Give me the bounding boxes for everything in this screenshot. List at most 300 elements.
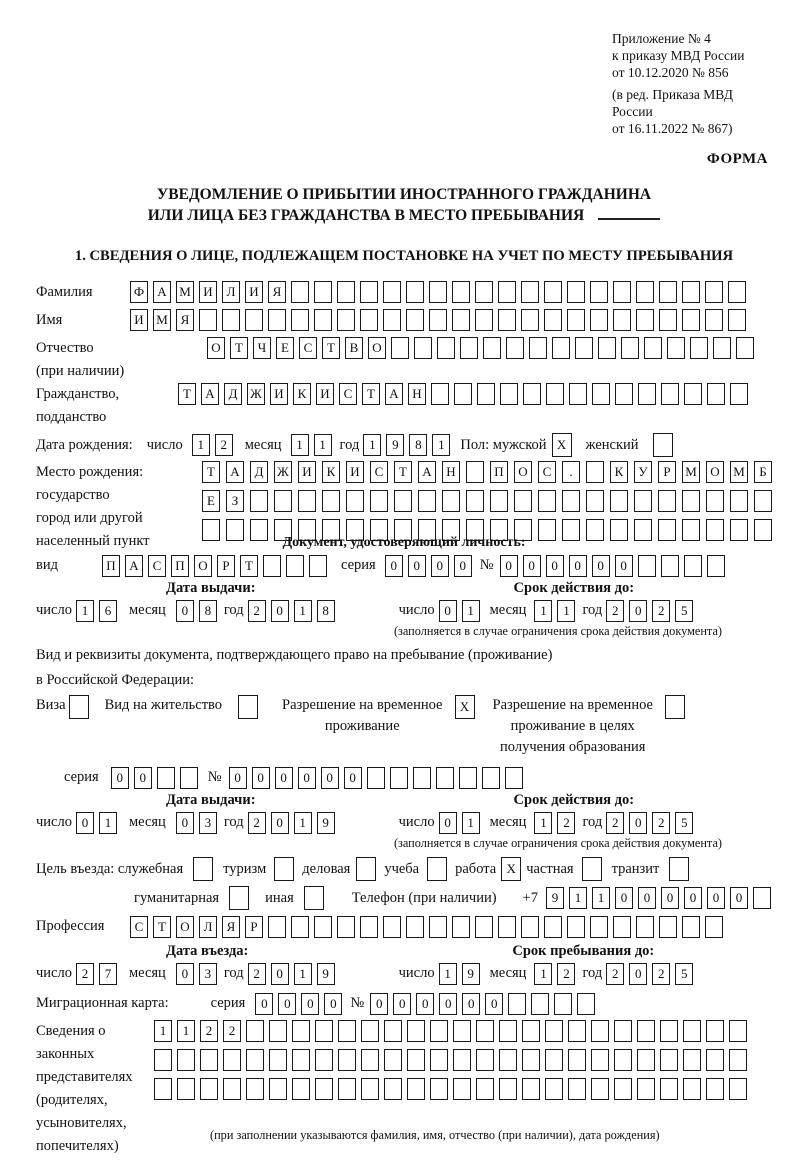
char-cell[interactable]: [682, 916, 700, 938]
char-cell[interactable]: 1: [294, 600, 312, 622]
char-cell[interactable]: [653, 433, 673, 457]
char-cell[interactable]: [667, 337, 685, 359]
char-cell[interactable]: [431, 383, 449, 405]
char-cell[interactable]: [754, 519, 772, 541]
char-cell[interactable]: [730, 519, 748, 541]
char-cell[interactable]: [384, 1078, 402, 1100]
char-cell[interactable]: [384, 1049, 402, 1071]
char-cell[interactable]: 1: [294, 963, 312, 985]
char-cell[interactable]: [269, 1020, 287, 1042]
char-cell[interactable]: [613, 309, 631, 331]
char-cell[interactable]: [669, 857, 689, 881]
char-cell[interactable]: [298, 490, 316, 512]
char-cell[interactable]: [454, 383, 472, 405]
char-cell[interactable]: 0: [707, 887, 725, 909]
char-cell[interactable]: [638, 383, 656, 405]
char-cell[interactable]: [453, 1049, 471, 1071]
char-cell[interactable]: [707, 383, 725, 405]
char-cell[interactable]: [713, 337, 731, 359]
char-cell[interactable]: 0: [176, 600, 194, 622]
char-cell[interactable]: И: [298, 461, 316, 483]
char-cell[interactable]: [683, 1049, 701, 1071]
char-cell[interactable]: Н: [408, 383, 426, 405]
char-cell[interactable]: [575, 337, 593, 359]
char-cell[interactable]: [477, 383, 495, 405]
char-cell[interactable]: [753, 887, 771, 909]
char-cell[interactable]: [200, 1049, 218, 1071]
char-cell[interactable]: [499, 1049, 517, 1071]
char-cell[interactable]: [177, 1078, 195, 1100]
char-cell[interactable]: [706, 1078, 724, 1100]
char-cell[interactable]: [466, 490, 484, 512]
char-cell[interactable]: [498, 916, 516, 938]
char-cell[interactable]: О: [207, 337, 225, 359]
char-cell[interactable]: [361, 1020, 379, 1042]
char-cell[interactable]: 8: [199, 600, 217, 622]
char-cell[interactable]: [637, 1078, 655, 1100]
char-cell[interactable]: М: [730, 461, 748, 483]
char-cell[interactable]: [274, 857, 294, 881]
char-cell[interactable]: [506, 337, 524, 359]
char-cell[interactable]: [569, 383, 587, 405]
char-cell[interactable]: [429, 916, 447, 938]
char-cell[interactable]: 0: [298, 767, 316, 789]
char-cell[interactable]: [459, 767, 477, 789]
char-cell[interactable]: [269, 1078, 287, 1100]
char-cell[interactable]: 0: [416, 993, 434, 1015]
char-cell[interactable]: 0: [546, 555, 564, 577]
char-cell[interactable]: 1: [534, 600, 552, 622]
char-cell[interactable]: [634, 519, 652, 541]
char-cell[interactable]: [154, 1078, 172, 1100]
char-cell[interactable]: [437, 337, 455, 359]
char-cell[interactable]: 0: [661, 887, 679, 909]
char-cell[interactable]: [476, 1049, 494, 1071]
char-cell[interactable]: [658, 490, 676, 512]
char-cell[interactable]: [407, 1020, 425, 1042]
char-cell[interactable]: [360, 916, 378, 938]
char-cell[interactable]: [292, 1078, 310, 1100]
char-cell[interactable]: [322, 490, 340, 512]
char-cell[interactable]: С: [299, 337, 317, 359]
char-cell[interactable]: [390, 767, 408, 789]
char-cell[interactable]: [154, 1049, 172, 1071]
char-cell[interactable]: 1: [177, 1020, 195, 1042]
char-cell[interactable]: [728, 281, 746, 303]
char-cell[interactable]: А: [201, 383, 219, 405]
char-cell[interactable]: [614, 1020, 632, 1042]
char-cell[interactable]: [370, 490, 388, 512]
char-cell[interactable]: 2: [223, 1020, 241, 1042]
char-cell[interactable]: [562, 519, 580, 541]
char-cell[interactable]: 0: [275, 767, 293, 789]
char-cell[interactable]: [383, 916, 401, 938]
char-cell[interactable]: 1: [192, 434, 210, 456]
char-cell[interactable]: [590, 916, 608, 938]
char-cell[interactable]: [690, 337, 708, 359]
char-cell[interactable]: 0: [523, 555, 541, 577]
char-cell[interactable]: [452, 916, 470, 938]
char-cell[interactable]: [250, 519, 268, 541]
char-cell[interactable]: [610, 490, 628, 512]
char-cell[interactable]: 1: [592, 887, 610, 909]
char-cell[interactable]: 0: [301, 993, 319, 1015]
char-cell[interactable]: [337, 916, 355, 938]
char-cell[interactable]: [157, 767, 175, 789]
char-cell[interactable]: [538, 519, 556, 541]
char-cell[interactable]: [200, 1078, 218, 1100]
char-cell[interactable]: [567, 309, 585, 331]
char-cell[interactable]: [223, 1078, 241, 1100]
char-cell[interactable]: И: [199, 281, 217, 303]
char-cell[interactable]: 0: [229, 767, 247, 789]
char-cell[interactable]: [568, 1020, 586, 1042]
char-cell[interactable]: [292, 1020, 310, 1042]
char-cell[interactable]: 0: [485, 993, 503, 1015]
char-cell[interactable]: 0: [638, 887, 656, 909]
char-cell[interactable]: [406, 281, 424, 303]
char-cell[interactable]: [407, 1078, 425, 1100]
char-cell[interactable]: [545, 1049, 563, 1071]
char-cell[interactable]: [544, 309, 562, 331]
char-cell[interactable]: 2: [652, 963, 670, 985]
char-cell[interactable]: [475, 916, 493, 938]
char-cell[interactable]: [500, 383, 518, 405]
char-cell[interactable]: С: [339, 383, 357, 405]
char-cell[interactable]: 0: [439, 812, 457, 834]
char-cell[interactable]: 2: [248, 812, 266, 834]
char-cell[interactable]: Р: [217, 555, 235, 577]
char-cell[interactable]: [660, 1078, 678, 1100]
char-cell[interactable]: [706, 490, 724, 512]
char-cell[interactable]: [660, 1020, 678, 1042]
char-cell[interactable]: [586, 461, 604, 483]
char-cell[interactable]: О: [514, 461, 532, 483]
char-cell[interactable]: 0: [615, 887, 633, 909]
char-cell[interactable]: И: [316, 383, 334, 405]
char-cell[interactable]: [292, 1049, 310, 1071]
char-cell[interactable]: 0: [344, 767, 362, 789]
char-cell[interactable]: 0: [393, 993, 411, 1015]
char-cell[interactable]: 0: [629, 963, 647, 985]
char-cell[interactable]: [394, 490, 412, 512]
char-cell[interactable]: [337, 281, 355, 303]
char-cell[interactable]: [475, 309, 493, 331]
char-cell[interactable]: [659, 281, 677, 303]
char-cell[interactable]: X: [455, 695, 475, 719]
char-cell[interactable]: 0: [370, 993, 388, 1015]
char-cell[interactable]: К: [610, 461, 628, 483]
char-cell[interactable]: [199, 309, 217, 331]
char-cell[interactable]: [383, 309, 401, 331]
char-cell[interactable]: [442, 490, 460, 512]
char-cell[interactable]: X: [552, 433, 572, 457]
char-cell[interactable]: М: [176, 281, 194, 303]
char-cell[interactable]: 1: [439, 963, 457, 985]
char-cell[interactable]: [268, 916, 286, 938]
char-cell[interactable]: [637, 1049, 655, 1071]
char-cell[interactable]: [460, 337, 478, 359]
char-cell[interactable]: О: [194, 555, 212, 577]
char-cell[interactable]: 0: [252, 767, 270, 789]
char-cell[interactable]: 1: [291, 434, 309, 456]
char-cell[interactable]: 1: [557, 600, 575, 622]
char-cell[interactable]: 0: [462, 993, 480, 1015]
char-cell[interactable]: П: [102, 555, 120, 577]
char-cell[interactable]: [452, 281, 470, 303]
char-cell[interactable]: Р: [658, 461, 676, 483]
char-cell[interactable]: 1: [462, 600, 480, 622]
char-cell[interactable]: 0: [271, 812, 289, 834]
char-cell[interactable]: В: [345, 337, 363, 359]
char-cell[interactable]: [245, 309, 263, 331]
char-cell[interactable]: [499, 1020, 517, 1042]
char-cell[interactable]: [529, 337, 547, 359]
char-cell[interactable]: [314, 281, 332, 303]
char-cell[interactable]: 7: [99, 963, 117, 985]
char-cell[interactable]: [291, 309, 309, 331]
char-cell[interactable]: [508, 993, 526, 1015]
char-cell[interactable]: [202, 519, 220, 541]
char-cell[interactable]: [634, 490, 652, 512]
char-cell[interactable]: [499, 1078, 517, 1100]
char-cell[interactable]: Л: [199, 916, 217, 938]
char-cell[interactable]: [338, 1049, 356, 1071]
char-cell[interactable]: [614, 1078, 632, 1100]
char-cell[interactable]: [552, 337, 570, 359]
char-cell[interactable]: [598, 337, 616, 359]
char-cell[interactable]: [728, 309, 746, 331]
char-cell[interactable]: [636, 309, 654, 331]
char-cell[interactable]: 0: [439, 600, 457, 622]
char-cell[interactable]: [498, 281, 516, 303]
char-cell[interactable]: [482, 767, 500, 789]
char-cell[interactable]: Ф: [130, 281, 148, 303]
char-cell[interactable]: [522, 1049, 540, 1071]
char-cell[interactable]: [315, 1078, 333, 1100]
char-cell[interactable]: [226, 519, 244, 541]
char-cell[interactable]: [661, 383, 679, 405]
char-cell[interactable]: [545, 1078, 563, 1100]
char-cell[interactable]: [531, 993, 549, 1015]
char-cell[interactable]: [360, 309, 378, 331]
char-cell[interactable]: 2: [76, 963, 94, 985]
char-cell[interactable]: 1: [534, 963, 552, 985]
char-cell[interactable]: Е: [202, 490, 220, 512]
char-cell[interactable]: 0: [176, 812, 194, 834]
char-cell[interactable]: Т: [240, 555, 258, 577]
char-cell[interactable]: [367, 767, 385, 789]
char-cell[interactable]: [193, 857, 213, 881]
char-cell[interactable]: Л: [222, 281, 240, 303]
char-cell[interactable]: О: [368, 337, 386, 359]
char-cell[interactable]: [544, 916, 562, 938]
char-cell[interactable]: [521, 916, 539, 938]
char-cell[interactable]: [430, 1078, 448, 1100]
char-cell[interactable]: Д: [250, 461, 268, 483]
char-cell[interactable]: [636, 916, 654, 938]
char-cell[interactable]: [406, 309, 424, 331]
char-cell[interactable]: [346, 490, 364, 512]
char-cell[interactable]: 0: [278, 993, 296, 1015]
char-cell[interactable]: 0: [76, 812, 94, 834]
char-cell[interactable]: [613, 916, 631, 938]
char-cell[interactable]: [682, 309, 700, 331]
char-cell[interactable]: [407, 1049, 425, 1071]
char-cell[interactable]: [729, 1078, 747, 1100]
char-cell[interactable]: 1: [314, 434, 332, 456]
char-cell[interactable]: О: [706, 461, 724, 483]
char-cell[interactable]: М: [682, 461, 700, 483]
char-cell[interactable]: [521, 281, 539, 303]
char-cell[interactable]: Б: [754, 461, 772, 483]
char-cell[interactable]: 2: [606, 600, 624, 622]
char-cell[interactable]: [684, 383, 702, 405]
char-cell[interactable]: [567, 916, 585, 938]
char-cell[interactable]: [682, 281, 700, 303]
char-cell[interactable]: [177, 1049, 195, 1071]
char-cell[interactable]: [436, 767, 454, 789]
char-cell[interactable]: [453, 1078, 471, 1100]
char-cell[interactable]: 0: [439, 993, 457, 1015]
char-cell[interactable]: Т: [178, 383, 196, 405]
char-cell[interactable]: 2: [248, 963, 266, 985]
char-cell[interactable]: Р: [245, 916, 263, 938]
char-cell[interactable]: [684, 555, 702, 577]
char-cell[interactable]: О: [176, 916, 194, 938]
char-cell[interactable]: И: [245, 281, 263, 303]
char-cell[interactable]: 0: [324, 993, 342, 1015]
char-cell[interactable]: 1: [154, 1020, 172, 1042]
char-cell[interactable]: [591, 1078, 609, 1100]
char-cell[interactable]: [707, 555, 725, 577]
char-cell[interactable]: [414, 337, 432, 359]
char-cell[interactable]: .: [562, 461, 580, 483]
char-cell[interactable]: 1: [363, 434, 381, 456]
char-cell[interactable]: 0: [500, 555, 518, 577]
char-cell[interactable]: З: [226, 490, 244, 512]
char-cell[interactable]: [246, 1049, 264, 1071]
char-cell[interactable]: [466, 461, 484, 483]
char-cell[interactable]: [361, 1078, 379, 1100]
char-cell[interactable]: [706, 519, 724, 541]
char-cell[interactable]: 2: [200, 1020, 218, 1042]
char-cell[interactable]: 2: [557, 963, 575, 985]
char-cell[interactable]: 0: [431, 555, 449, 577]
char-cell[interactable]: Я: [176, 309, 194, 331]
char-cell[interactable]: [577, 993, 595, 1015]
char-cell[interactable]: П: [171, 555, 189, 577]
char-cell[interactable]: 9: [386, 434, 404, 456]
char-cell[interactable]: Т: [230, 337, 248, 359]
char-cell[interactable]: X: [501, 857, 521, 881]
char-cell[interactable]: М: [153, 309, 171, 331]
char-cell[interactable]: У: [634, 461, 652, 483]
char-cell[interactable]: [754, 490, 772, 512]
char-cell[interactable]: С: [130, 916, 148, 938]
char-cell[interactable]: 0: [176, 963, 194, 985]
char-cell[interactable]: [274, 490, 292, 512]
char-cell[interactable]: 0: [454, 555, 472, 577]
char-cell[interactable]: [514, 490, 532, 512]
char-cell[interactable]: А: [125, 555, 143, 577]
char-cell[interactable]: 3: [199, 812, 217, 834]
char-cell[interactable]: С: [538, 461, 556, 483]
char-cell[interactable]: [430, 1020, 448, 1042]
char-cell[interactable]: [538, 490, 556, 512]
char-cell[interactable]: Е: [276, 337, 294, 359]
char-cell[interactable]: [644, 337, 662, 359]
char-cell[interactable]: [269, 1049, 287, 1071]
char-cell[interactable]: [360, 281, 378, 303]
char-cell[interactable]: [229, 886, 249, 910]
char-cell[interactable]: 0: [271, 600, 289, 622]
char-cell[interactable]: [453, 1020, 471, 1042]
char-cell[interactable]: 1: [294, 812, 312, 834]
char-cell[interactable]: [545, 1020, 563, 1042]
char-cell[interactable]: Д: [224, 383, 242, 405]
char-cell[interactable]: [391, 337, 409, 359]
char-cell[interactable]: 5: [675, 812, 693, 834]
char-cell[interactable]: [586, 490, 604, 512]
char-cell[interactable]: [658, 519, 676, 541]
char-cell[interactable]: [665, 695, 685, 719]
char-cell[interactable]: 2: [248, 600, 266, 622]
char-cell[interactable]: 2: [652, 812, 670, 834]
char-cell[interactable]: 0: [629, 812, 647, 834]
char-cell[interactable]: [483, 337, 501, 359]
char-cell[interactable]: [309, 555, 327, 577]
char-cell[interactable]: 5: [675, 963, 693, 985]
char-cell[interactable]: [250, 490, 268, 512]
char-cell[interactable]: 1: [432, 434, 450, 456]
char-cell[interactable]: 2: [652, 600, 670, 622]
char-cell[interactable]: [636, 281, 654, 303]
char-cell[interactable]: Я: [268, 281, 286, 303]
char-cell[interactable]: 2: [215, 434, 233, 456]
char-cell[interactable]: 0: [111, 767, 129, 789]
char-cell[interactable]: [505, 767, 523, 789]
char-cell[interactable]: 2: [606, 812, 624, 834]
char-cell[interactable]: [476, 1020, 494, 1042]
char-cell[interactable]: 0: [134, 767, 152, 789]
char-cell[interactable]: И: [270, 383, 288, 405]
char-cell[interactable]: [613, 281, 631, 303]
char-cell[interactable]: 9: [317, 963, 335, 985]
char-cell[interactable]: [413, 767, 431, 789]
char-cell[interactable]: [546, 383, 564, 405]
char-cell[interactable]: [383, 281, 401, 303]
char-cell[interactable]: [361, 1049, 379, 1071]
char-cell[interactable]: А: [226, 461, 244, 483]
char-cell[interactable]: [682, 519, 700, 541]
char-cell[interactable]: К: [322, 461, 340, 483]
char-cell[interactable]: [337, 309, 355, 331]
char-cell[interactable]: [522, 1078, 540, 1100]
char-cell[interactable]: [591, 1049, 609, 1071]
char-cell[interactable]: А: [418, 461, 436, 483]
char-cell[interactable]: 8: [409, 434, 427, 456]
char-cell[interactable]: [554, 993, 572, 1015]
char-cell[interactable]: С: [370, 461, 388, 483]
char-cell[interactable]: 1: [76, 600, 94, 622]
char-cell[interactable]: [418, 490, 436, 512]
char-cell[interactable]: [659, 309, 677, 331]
char-cell[interactable]: [452, 309, 470, 331]
char-cell[interactable]: [682, 490, 700, 512]
char-cell[interactable]: А: [385, 383, 403, 405]
char-cell[interactable]: [246, 1020, 264, 1042]
